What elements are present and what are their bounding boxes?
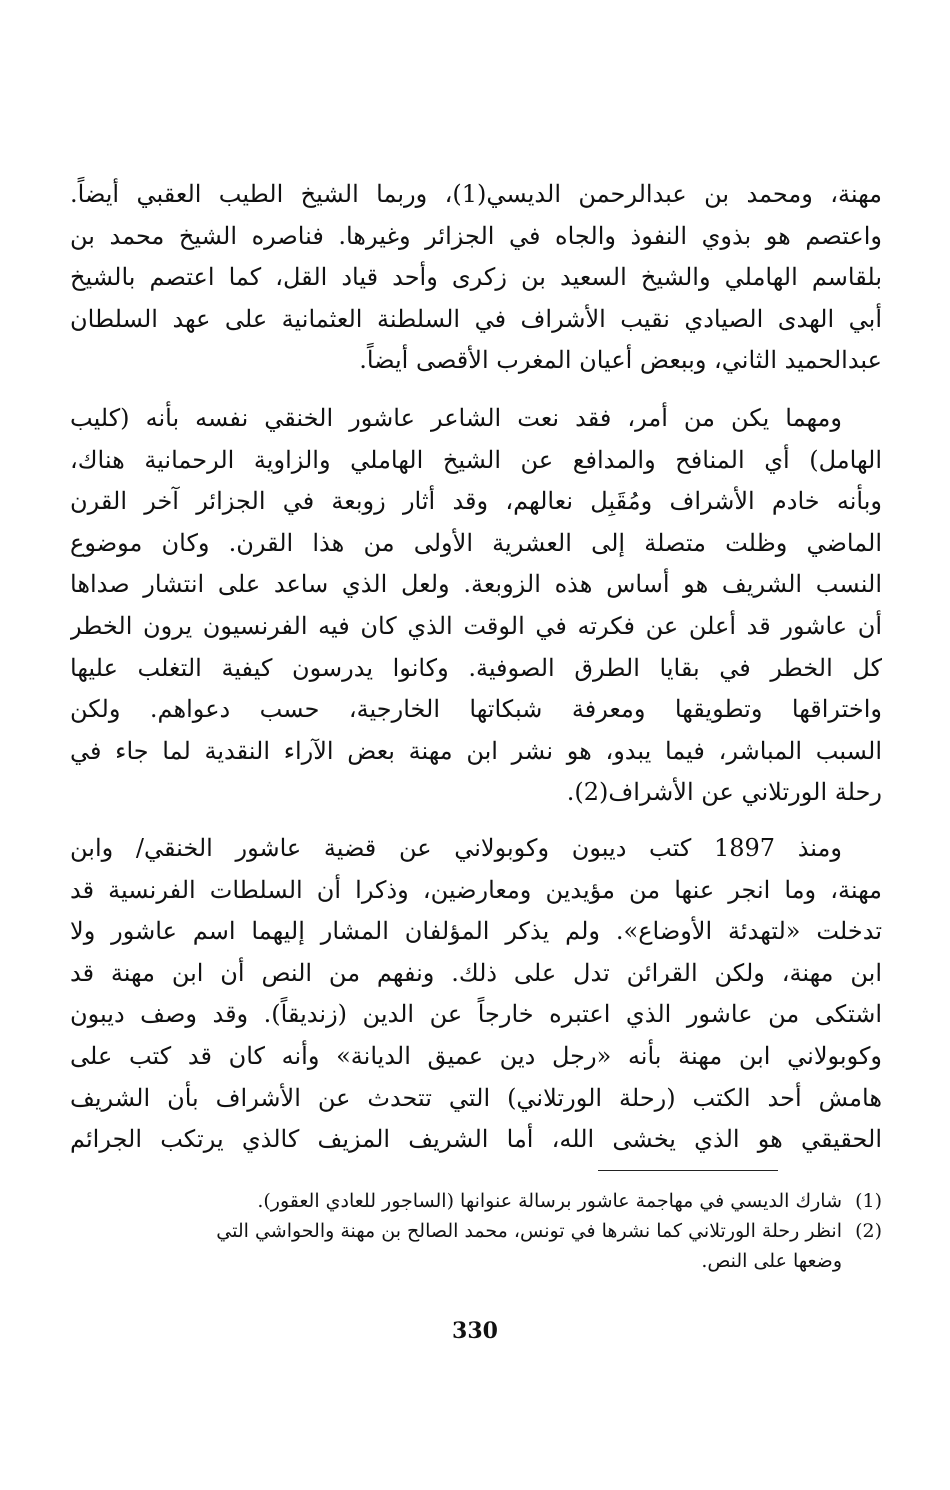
text-line: السبب المباشر، فيما يبدو، هو نشر ابن مهنة بعض الآراء النقدية لما جاء في	[70, 736, 882, 765]
footnote-divider	[598, 1170, 778, 1171]
text-line: تدخلت «لتهدئة الأوضاع». ولم يذكر المؤلفان المشار إليهما اسم عاشور ولا	[70, 917, 882, 946]
text-line: مهنة، وما انجر عنها من مؤيدين ومعارضين، وذكرا أن السلطات الفرنسية قد	[70, 875, 882, 904]
footnote-1	[70, 1186, 882, 1216]
text-line: مهنة، ومحمد بن عبدالرحمن الديسي(1)، وربما الشيخ الطيب العقبي أيضاً.	[70, 180, 882, 208]
text-line: رحلة الورتلاني عن الأشراف(2).	[566, 778, 882, 807]
text-line: عبدالحميد الثاني، وببعض أعيان المغرب الأقصى أيضاً.	[359, 346, 882, 375]
text-line: هامش أحد الكتب (رحلة الورتلاني) التي تتحدث عن الأشراف بأن الشريف	[70, 1083, 882, 1112]
text-line: ومهما يكن من أمر، فقد نعت الشاعر عاشور الخنقي نفسه بأنه (كليب	[70, 404, 842, 432]
text-line: الحقيقي هو الذي يخشى الله، أما الشريف المزيف كالذي يرتكب الجرائم	[70, 1125, 882, 1154]
text-line: أن عاشور قد أعلن عن فكرته في الوقت الذي كان فيه الفرنسيون يرون الخطر	[70, 611, 882, 640]
text-line: ومنذ 1897 كتب ديبون وكوبولاني عن قضية عاشور الخنقي/ وابن	[70, 834, 842, 862]
text-line: واختراقها وتطويقها ومعرفة شبكاتها الخارجية، حسب دعواهم. ولكن	[70, 695, 882, 724]
footnote-line: شارك الديسي في مهاجمة عاشور برسالة عنوانها (الساجور للعادي العقور).	[257, 1190, 842, 1212]
text-line: النسب الشريف هو أساس هذه الزوبعة. ولعل الذي ساعد على انتشار صداها	[70, 570, 882, 599]
footnote-number: (1)	[855, 1190, 882, 1212]
footnotes	[70, 1186, 882, 1276]
footnote-line: انظر رحلة الورتلاني كما نشرها في تونس، محمد الصالح بن مهنة والحواشي التي	[216, 1220, 842, 1242]
footnote-text	[70, 1186, 842, 1216]
text-line: وكوبولاني ابن مهنة بأنه «رجل دين عميق الديانة» وأنه كان قد كتب على	[70, 1041, 882, 1070]
footnote-2	[70, 1216, 882, 1276]
paragraph-2	[70, 398, 882, 814]
paragraph-1	[70, 174, 882, 382]
text-line: واعتصم هو بذوي النفوذ والجاه في الجزائر وغيرها. فناصره الشيخ محمد بن	[70, 221, 882, 250]
page-number: 330	[452, 1318, 498, 1344]
text-line: اشتكى من عاشور الذي اعتبره خارجاً عن الدين (زنديقاً). وقد وصف ديبون	[70, 1000, 882, 1029]
paragraph-3	[70, 828, 882, 1161]
text-line: أبي الهدى الصيادي نقيب الأشراف في السلطنة العثمانية على عهد السلطان	[70, 304, 882, 333]
text-line: كل الخطر في بقايا الطرق الصوفية. وكانوا يدرسون كيفية التغلب عليها	[70, 653, 882, 682]
text-line: بلقاسم الهاملي والشيخ السعيد بن زكرى وأحد قياد القل، كما اعتصم بالشيخ	[70, 263, 882, 292]
text-line: الهامل) أي المنافح والمدافع عن الشيخ الهاملي والزاوية الرحمانية هناك،	[70, 445, 882, 474]
footnote-text	[70, 1216, 842, 1276]
footnote-line: وضعها على النص.	[701, 1250, 842, 1272]
text-line: ابن مهنة، ولكن القرائن تدل على ذلك. ونفهم من النص أن ابن مهنة قد	[70, 958, 882, 987]
footnote-number: (2)	[855, 1220, 882, 1242]
text-line: وبأنه خادم الأشراف ومُقَبِل نعالهم، وقد أثار زوبعة في الجزائر آخر القرن	[70, 487, 882, 516]
text-line: الماضي وظلت متصلة إلى العشرية الأولى من هذا القرن. وكان موضوع	[70, 528, 882, 557]
